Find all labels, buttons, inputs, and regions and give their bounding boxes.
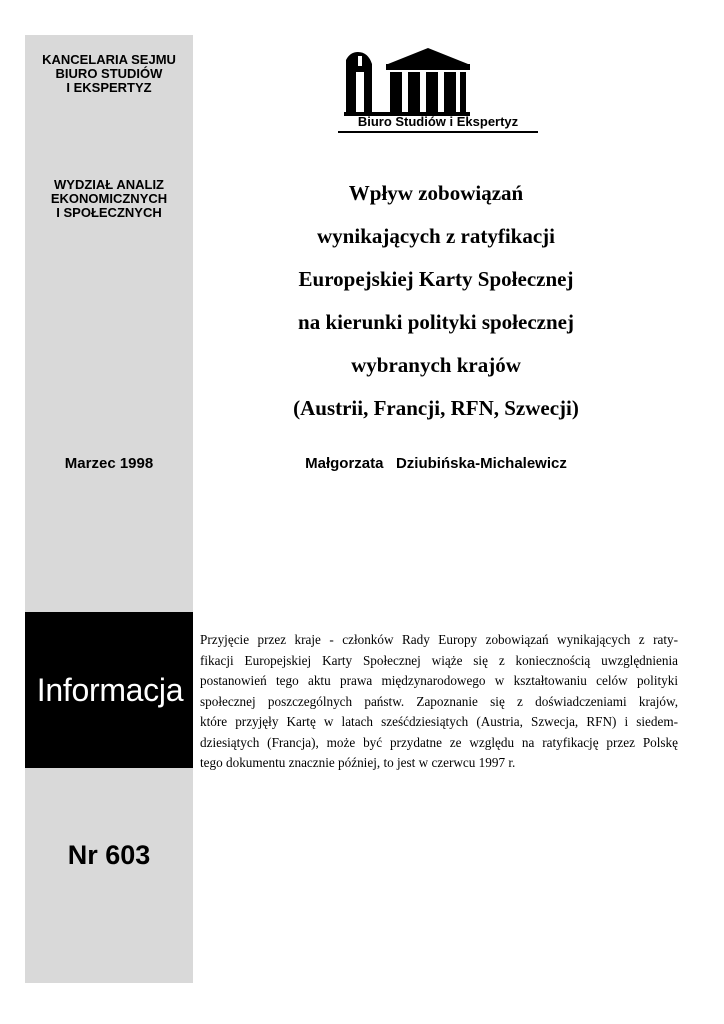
abstract-line: tego dokumentu znacznie później, to jest w czerwcu 1997 r. [200,755,516,770]
department-line: I SPOŁECZNYCH [56,205,162,220]
document-type-band [25,612,193,768]
abstract-line: społecznej poszczególnych państw. Zapoznanie się z doświadczeniami krajów, [200,693,678,709]
title-line: (Austrii, Francji, RFN, Szwecji) [293,396,579,420]
publication-date: Marzec 1998 [64,455,154,472]
document-title [245,172,627,430]
department-line: EKONOMICZNYCH [50,191,168,206]
title-line: wynikających z ratyfikacji [317,224,555,248]
title-line: na kierunki polityki społecznej [298,310,574,334]
logo-caption: Biuro Studiów i Ekspertyz [357,114,519,129]
department-heading [25,178,193,220]
document-type-label: Informacja [36,671,184,708]
chamber-line: BIURO STUDIÓW [55,66,163,81]
abstract-paragraph [200,630,678,774]
chamber-line: KANCELARIA SEJMU [42,52,176,67]
abstract-line: fikacji Europejskiej Karty Społecznej wiąże się z koniecznością uwzględnienia [200,652,678,668]
issue-number: Nr 603 [67,840,151,870]
title-line: Wpływ zobowiązań [348,181,524,205]
title-line: wybranych krajów [351,353,521,377]
abstract-line: dziesiątych (Francja), może być przydatne ze względu na ratyfikację przez Polskę [200,734,678,750]
abstract-line: które przyjęły Kartę w latach sześćdziesiątych (Austria, Szwecja, RFN) i siedem- [200,714,678,729]
title-line: Europejskiej Karty Społecznej [298,267,574,291]
author-name: Małgorzata Dziubińska-Michalewicz [305,455,567,472]
chamber-heading [25,53,193,95]
abstract-line: Przyjęcie przez kraje - członków Rady Europy zobowiązań wynikających z raty- [200,632,678,647]
abstract-line: postanowień tego aktu prawa międzynarodowego w kształtowaniu celów polityki [200,673,678,688]
department-line: WYDZIAŁ ANALIZ [54,177,164,192]
chamber-line: I EKSPERTYZ [66,80,152,95]
